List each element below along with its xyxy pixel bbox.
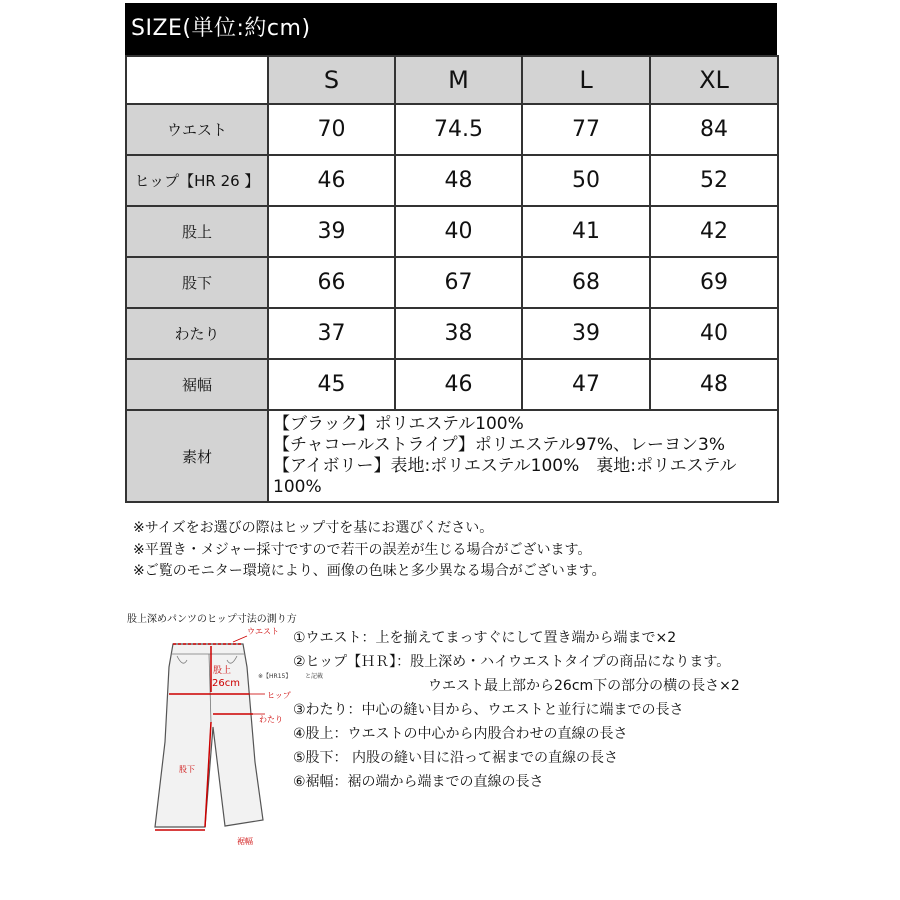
instruction-line: ⑥裾幅：裾の端から端までの直線の長さ [293, 774, 544, 790]
table-cell: 40 [395, 206, 522, 257]
leader-waist [233, 636, 247, 642]
row-label: ヒップ【HR 26 】 [126, 155, 268, 206]
row-label: 裾幅 [126, 359, 268, 410]
instruction-line: ④股上：ウエストの中心から内股合わせの直線の長さ [293, 726, 628, 742]
row-label: わたり [126, 308, 268, 359]
row-label: ウエスト [126, 104, 268, 155]
notes [133, 518, 606, 583]
row-label: 股上 [126, 206, 268, 257]
label-thigh: わたり [259, 715, 283, 724]
size-header-l: L [522, 56, 650, 104]
note-line: ※サイズをお選びの際はヒップ寸を基にお選びください。 [133, 520, 494, 536]
size-table-title: SIZE(単位:約cm) [125, 3, 777, 55]
instruction-line: ウエスト最上部から26cm下の部分の横の長さ×2 [428, 678, 740, 694]
pants-measurement-diagram [125, 622, 324, 852]
label-hr-note: ※【HR15】 [258, 673, 292, 680]
table-cell: 52 [650, 155, 778, 206]
diagram-title: 股上深めパンツのヒップ寸法の測り方 [127, 614, 297, 625]
table-cell: 69 [650, 257, 778, 308]
table-row-waist [126, 104, 778, 155]
pants-outline [155, 644, 263, 827]
row-label: 素材 [126, 410, 268, 502]
table-cell: 42 [650, 206, 778, 257]
table-cell: 67 [395, 257, 522, 308]
table-row-hip [126, 155, 778, 206]
table-row-inseam [126, 257, 778, 308]
instruction-line: ③わたり：中心の縫い目から、ウエストと並行に端までの長さ [293, 702, 684, 718]
table-row-rise [126, 206, 778, 257]
table-cell: 66 [268, 257, 395, 308]
label-inseam: 股下 [179, 765, 195, 774]
row-label: 股下 [126, 257, 268, 308]
instruction-line: ⑤股下： 内股の縫い目に沿って裾までの直線の長さ [293, 750, 618, 766]
size-header-row [126, 56, 778, 104]
note-line: ※ご覧のモニター環境により、画像の色味と多少異なる場合がございます。 [133, 563, 606, 579]
table-corner-cell [126, 56, 268, 104]
table-row-material [126, 410, 778, 502]
table-row-thigh [126, 308, 778, 359]
table-cell: 77 [522, 104, 650, 155]
label-waist: ウエスト [247, 627, 279, 636]
table-cell: 48 [650, 359, 778, 410]
table-cell: 74.5 [395, 104, 522, 155]
instruction-line: ①ウエスト：上を揃えてまっすぐにして置き端から端まで×2 [293, 630, 677, 646]
instruction-line: ②ヒップ【ＨＲ】：股上深め・ハイウエストタイプの商品になります。 [293, 654, 731, 670]
table-cell: 39 [268, 206, 395, 257]
table-cell: 50 [522, 155, 650, 206]
note-line: ※平置き・メジャー採寸ですので若干の誤差が生じる場合がございます。 [133, 541, 592, 558]
table-cell: 46 [268, 155, 395, 206]
table-cell: 40 [650, 308, 778, 359]
size-header-xl: XL [650, 56, 778, 104]
material-cell [268, 410, 778, 502]
table-cell: 84 [650, 104, 778, 155]
label-hip: ヒップ [267, 691, 291, 700]
material-line: 【アイボリー】表地:ポリエステル100% 裏地:ポリエステル100% [273, 456, 737, 497]
label-hem: 裾幅 [237, 837, 253, 846]
label-rise-cm: 26cm [212, 678, 240, 689]
table-cell: 39 [522, 308, 650, 359]
label-rise: 股上 [213, 666, 232, 676]
size-table [125, 55, 779, 503]
material-line: 【チャコールストライプ】ポリエステル97%、レーヨン3% [273, 435, 726, 455]
table-cell: 38 [395, 308, 522, 359]
table-cell: 47 [522, 359, 650, 410]
size-header-m: M [395, 56, 522, 104]
size-header-s: S [268, 56, 395, 104]
table-cell: 41 [522, 206, 650, 257]
table-cell: 68 [522, 257, 650, 308]
table-row-hem [126, 359, 778, 410]
material-line: 【ブラック】ポリエステル100% [273, 414, 524, 434]
measurement-instructions [293, 626, 740, 794]
table-cell: 37 [268, 308, 395, 359]
table-cell: 46 [395, 359, 522, 410]
label-hr-note-2: と記載 [305, 673, 324, 680]
table-cell: 45 [268, 359, 395, 410]
table-cell: 70 [268, 104, 395, 155]
table-cell: 48 [395, 155, 522, 206]
